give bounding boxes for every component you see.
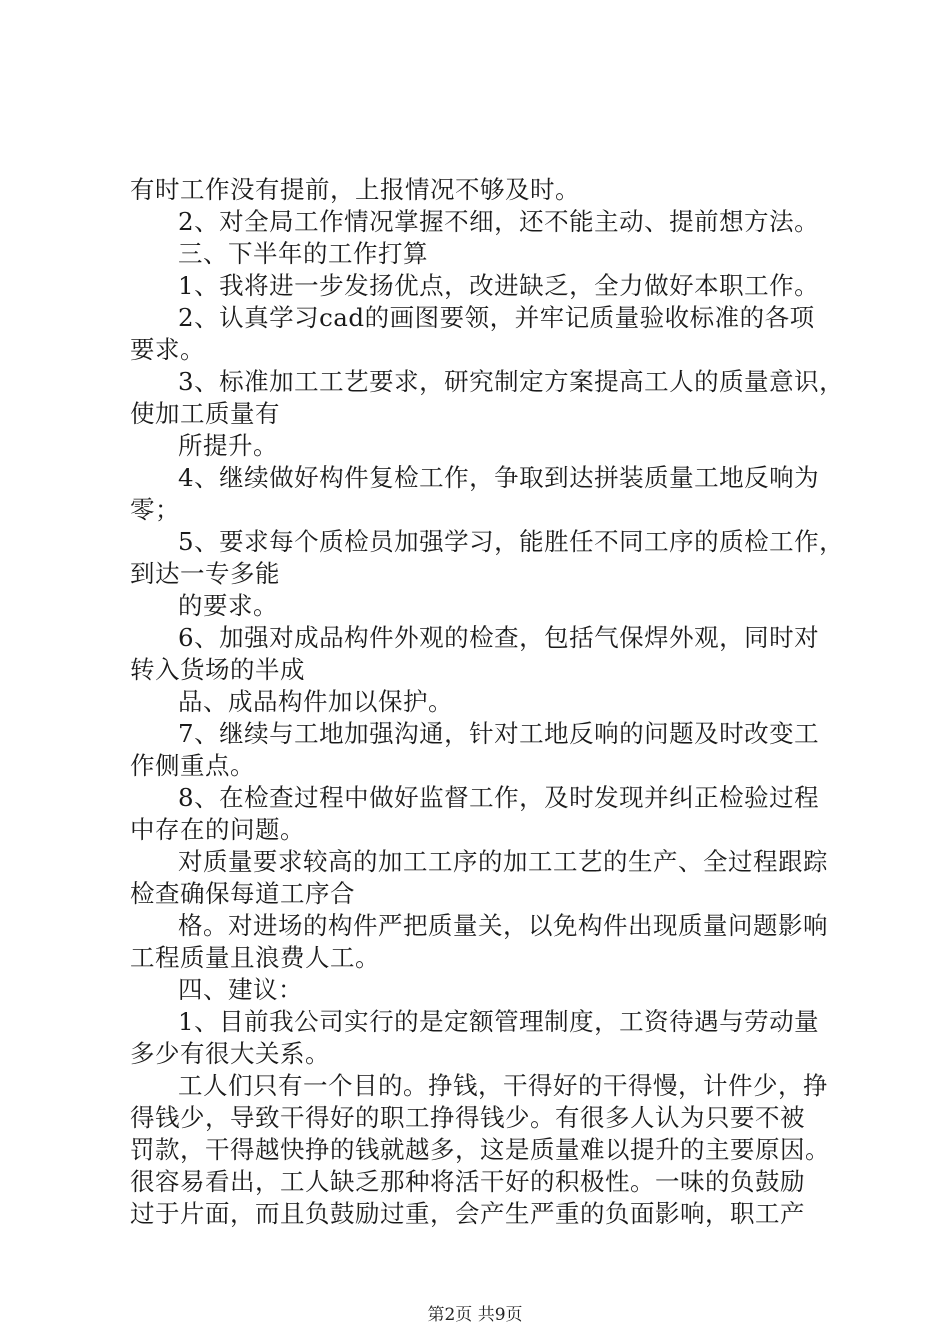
page-number-footer: 第2页 共9页 [427, 1305, 523, 1325]
text-line: 要求。 [130, 335, 205, 364]
text-line: 2、认真学习cad的画图要领，并牢记质量验收标准的各项 [178, 303, 815, 332]
text-line: 很容易看出，工人缺乏那种将活干好的积极性。一味的负鼓励 [130, 1167, 805, 1196]
text-line: 2、对全局工作情况掌握不细，还不能主动、提前想方法。 [178, 207, 820, 236]
section-heading: 四、建议： [178, 975, 303, 1004]
text-line: 检查确保每道工序合 [130, 879, 355, 908]
text-line: 所提升。 [178, 431, 278, 460]
text-line: 品、成品构件加以保护。 [178, 687, 453, 716]
text-line: 到达一专多能 [130, 559, 280, 588]
text-line: 对质量要求较高的加工工序的加工工艺的生产、全过程跟踪 [178, 847, 828, 876]
text-line: 5、要求每个质检员加强学习，能胜任不同工序的质检工作， [178, 527, 845, 556]
text-line: 转入货场的半成 [130, 655, 305, 684]
text-line: 工程质量且浪费人工。 [130, 943, 380, 972]
text-line: 3、标准加工工艺要求，研究制定方案提高工人的质量意识， [178, 367, 845, 396]
text-line: 8、在检查过程中做好监督工作，及时发现并纠正检验过程 [178, 783, 820, 812]
text-line: 1、我将进一步发扬优点，改进缺乏，全力做好本职工作。 [178, 271, 820, 300]
text-line: 4、继续做好构件复检工作，争取到达拼装质量工地反响为 [178, 463, 820, 492]
text-line: 6、加强对成品构件外观的检查，包括气保焊外观，同时对 [178, 623, 820, 652]
text-line: 的要求。 [178, 591, 278, 620]
text-line: 有时工作没有提前，上报情况不够及时。 [130, 175, 580, 204]
text-line: 零； [130, 495, 180, 524]
text-line: 过于片面，而且负鼓励过重，会产生严重的负面影响，职工产 [130, 1199, 805, 1228]
section-heading: 三、下半年的工作打算 [178, 239, 428, 268]
text-line: 1、目前我公司实行的是定额管理制度，工资待遇与劳动量 [178, 1007, 820, 1036]
text-line: 工人们只有一个目的。挣钱，干得好的干得慢，计件少，挣 [178, 1071, 828, 1100]
text-line: 多少有很大关系。 [130, 1039, 330, 1068]
text-line: 格。对进场的构件严把质量关，以免构件出现质量问题影响 [178, 911, 828, 940]
text-line: 罚款，干得越快挣的钱就越多，这是质量难以提升的主要原因。 [130, 1135, 830, 1164]
text-line: 7、继续与工地加强沟通，针对工地反响的问题及时改变工 [178, 719, 820, 748]
text-line: 中存在的问题。 [130, 815, 305, 844]
text-line: 使加工质量有 [130, 399, 280, 428]
text-line: 得钱少，导致干得好的职工挣得钱少。有很多人认为只要不被 [130, 1103, 805, 1132]
text-line: 作侧重点。 [130, 751, 255, 780]
